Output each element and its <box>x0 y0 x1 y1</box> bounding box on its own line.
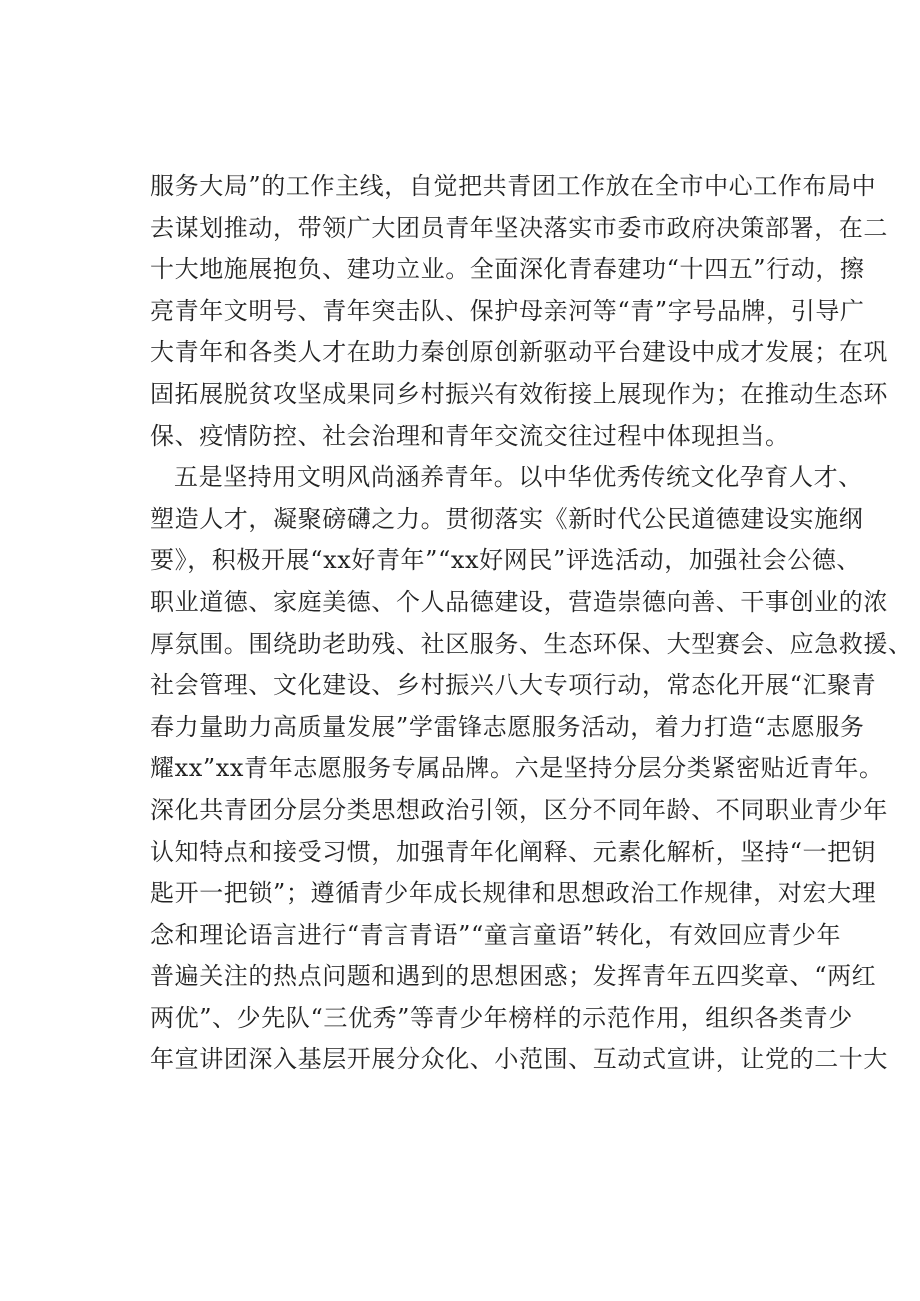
text-line: 保、疫情防控、社会治理和青年交流交往过程中体现担当。 <box>150 421 790 450</box>
text-line: 大青年和各类人才在助力秦创原创新驱动平台建设中成才发展；在巩 <box>150 338 888 367</box>
text-line: 十大地施展抱负、建功立业。全面深化青春建功“十四五”行动，擦 <box>150 255 865 284</box>
paragraph-start-line: 五是坚持用文明风尚涵养青年。以中华优秀传统文化孕育人才、 <box>174 463 863 492</box>
text-line: 亮青年文明号、青年突击队、保护母亲河等“青”字号品牌，引导广 <box>150 296 865 325</box>
body-text <box>150 166 913 1081</box>
text-line: 塑造人才，凝聚磅礴之力。贯彻落实《新时代公民道德建设实施纲 <box>150 504 864 533</box>
text-line: 耀xx”xx青年志愿服务专属品牌。六是坚持分层分类紧密贴近青年。 <box>150 754 884 783</box>
text-line: 固拓展脱贫攻坚成果同乡村振兴有效衔接上展现作为；在推动生态环 <box>150 379 888 408</box>
text-line: 认知特点和接受习惯，加强青年化阐释、元素化解析，坚持“一把钥 <box>150 837 877 866</box>
text-line: 去谋划推动，带领广大团员青年坚决落实市委市政府决策部署，在二 <box>150 213 888 242</box>
text-line: 春力量助力高质量发展”学雷锋志愿服务活动，着力打造“志愿服务 <box>150 712 865 741</box>
text-line: 两优”、少先队“三优秀”等青少年榜样的示范作用，组织各类青少 <box>150 1003 853 1032</box>
text-line: 年宣讲团深入基层开展分众化、小范围、互动式宣讲，让党的二十大 <box>150 1045 888 1074</box>
text-line: 职业道德、家庭美德、个人品德建设，营造崇德向善、干事创业的浓 <box>150 587 888 616</box>
text-line: 深化共青团分层分类思想政治引领，区分不同年龄、不同职业青少年 <box>150 795 888 824</box>
text-line: 要》，积极开展“xx好青年”“xx好网民”评选活动，加强社会公德、 <box>150 546 862 575</box>
text-line: 念和理论语言进行“青言青语”“童言童语”转化，有效回应青少年 <box>150 920 842 949</box>
text-line: 匙开一把锁”；遵循青少年成长规律和思想政治工作规律，对宏大理 <box>150 879 877 908</box>
text-line: 厚氛围。围绕助老助残、社区服务、生态环保、大型赛会、应急救援、 <box>150 629 913 658</box>
text-line: 社会管理、文化建设、乡村振兴八大专项行动，常态化开展“汇聚青 <box>150 671 877 700</box>
text-line: 服务大局”的工作主线，自觉把共青团工作放在全市中心工作布局中 <box>150 172 877 200</box>
text-line: 普遍关注的热点问题和遇到的思想困惑；发挥青年五四奖章、“两红 <box>150 962 877 991</box>
